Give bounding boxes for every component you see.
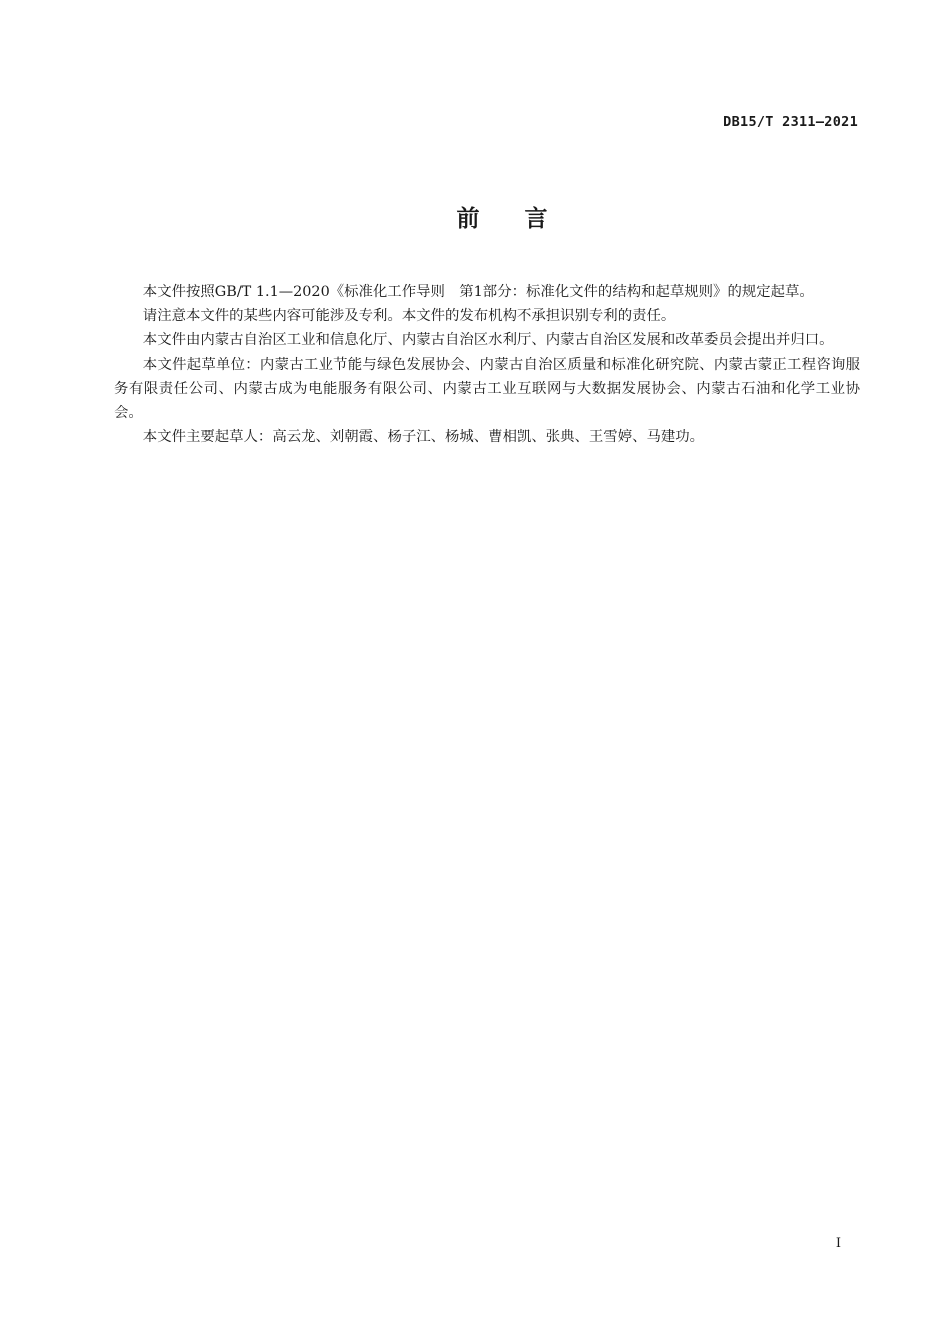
paragraph-proposer: 本文件由内蒙古自治区工业和信息化厅、内蒙古自治区水利厅、内蒙古自治区发展和改革委员会提出并归口。 (142, 332, 834, 349)
paragraph-drafting-units: 本文件起草单位：内蒙古工业节能与绿色发展协会、内蒙古自治区质量和标准化研究院、内蒙古蒙正工程咨询服务有限责任公司、内蒙古成为电能服务有限公司、内蒙古工业互联网与大数据发展协会、内蒙古石油和化学工业协会。 (114, 356, 860, 422)
paragraph-drafters: 本文件主要起草人：高云龙、刘朝霞、杨子江、杨城、曹相凯、张典、王雪婷、马建功。 (142, 429, 705, 446)
title-char-1: 前 (456, 206, 481, 232)
document-code: DB15/T 2311—2021 (723, 114, 858, 130)
title-char-2: 言 (524, 206, 549, 232)
foreword-body (114, 280, 860, 449)
paragraph-patent-notice: 请注意本文件的某些内容可能涉及专利。本文件的发布机构不承担识别专利的责任。 (142, 308, 676, 325)
page-number: I (835, 1236, 841, 1251)
paragraph-drafting-rules: 本文件按照GB/T 1.1—2020《标准化工作导则 第1部分：标准化文件的结构和起草规则》的规定起草。 (142, 284, 814, 300)
page-title (0, 200, 950, 233)
